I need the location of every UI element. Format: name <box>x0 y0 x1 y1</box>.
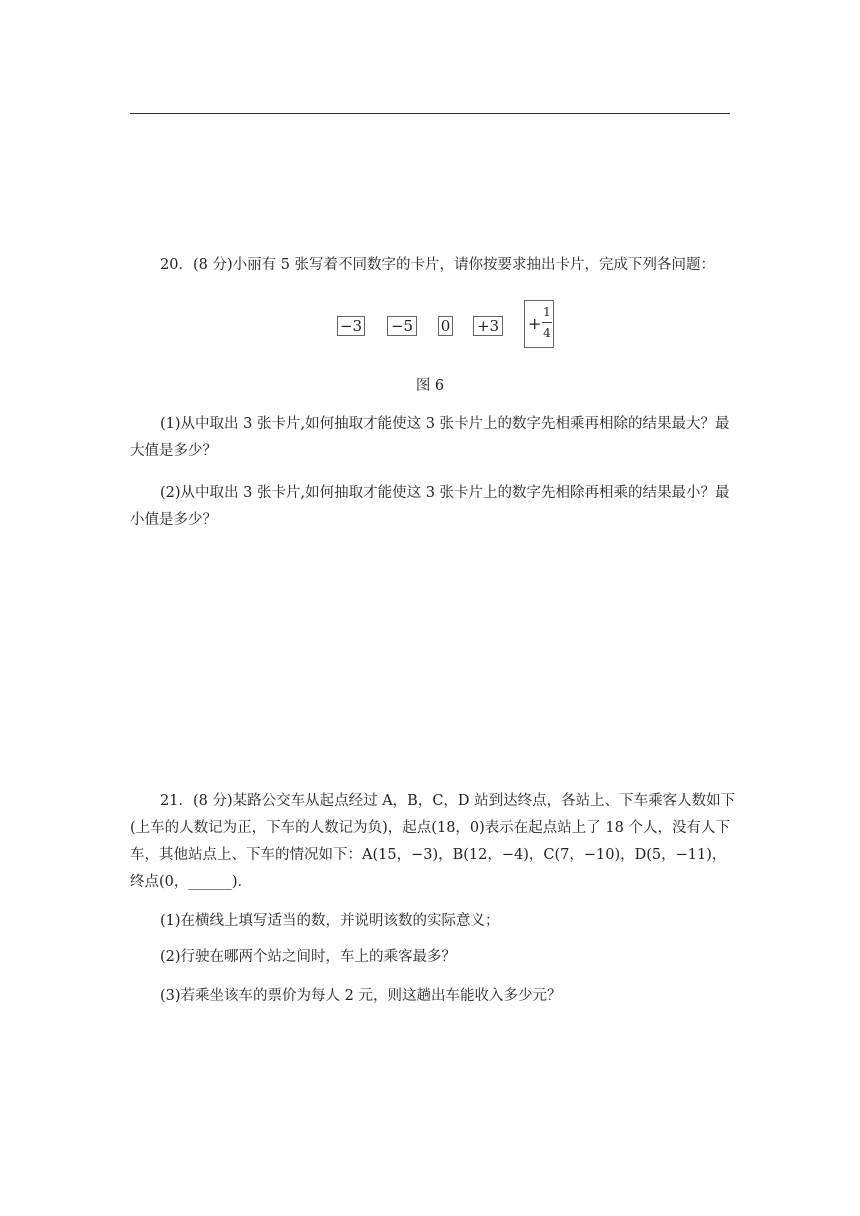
question-20-part-1: (1)从中取出 3 张卡片,如何抽取才能使这 3 张卡片上的数字先相乘再相除的结果最大？最大值是多少？ <box>130 416 730 459</box>
question-21-part-3: (3)若乘坐该车的票价为每人 2 元，则这趟出车能收入多少元？ <box>160 988 562 1004</box>
card-4: +3 <box>473 316 503 336</box>
question-21-part-1: (1)在横线上填写适当的数，并说明该数的实际意义； <box>160 913 500 929</box>
card-2: −5 <box>387 316 417 336</box>
card-5 <box>524 300 554 348</box>
card-5-fraction <box>542 305 552 340</box>
question-21-header: 21．(8 分)某路公交车从起点经过 A，B，C，D 站到达终点，各站上、下车乘客人数如下(上车的人数记为正，下车的人数记为负)，起点(18，0)表示在起点站上了 18 个人，没有人下车，其他站点上、下车的情况如下：A(15，−3)，B(12，−4)，C(7，−10)，D(5，−11)，终点(0，______)． <box>130 793 736 890</box>
card-1: −3 <box>337 316 365 336</box>
question-21-part-2: (2)行驶在哪两个站之间时，车上的乘客最多？ <box>160 949 457 965</box>
figure-caption: 图 6 <box>415 378 445 394</box>
question-20-header: 20．(8 分)小丽有 5 张写着不同数字的卡片，请你按要求抽出卡片，完成下列各问题： <box>160 257 716 273</box>
number-cards <box>0 300 860 350</box>
card-3: 0 <box>438 316 453 336</box>
card-5-numerator: 1 <box>543 305 551 319</box>
card-5-denominator: 4 <box>543 326 551 340</box>
card-5-sign: + <box>528 314 542 333</box>
header-rule <box>130 113 730 114</box>
question-20-part-2: (2)从中取出 3 张卡片,如何抽取才能使这 3 张卡片上的数字先相除再相乘的结果最小？最小值是多少？ <box>130 485 730 528</box>
